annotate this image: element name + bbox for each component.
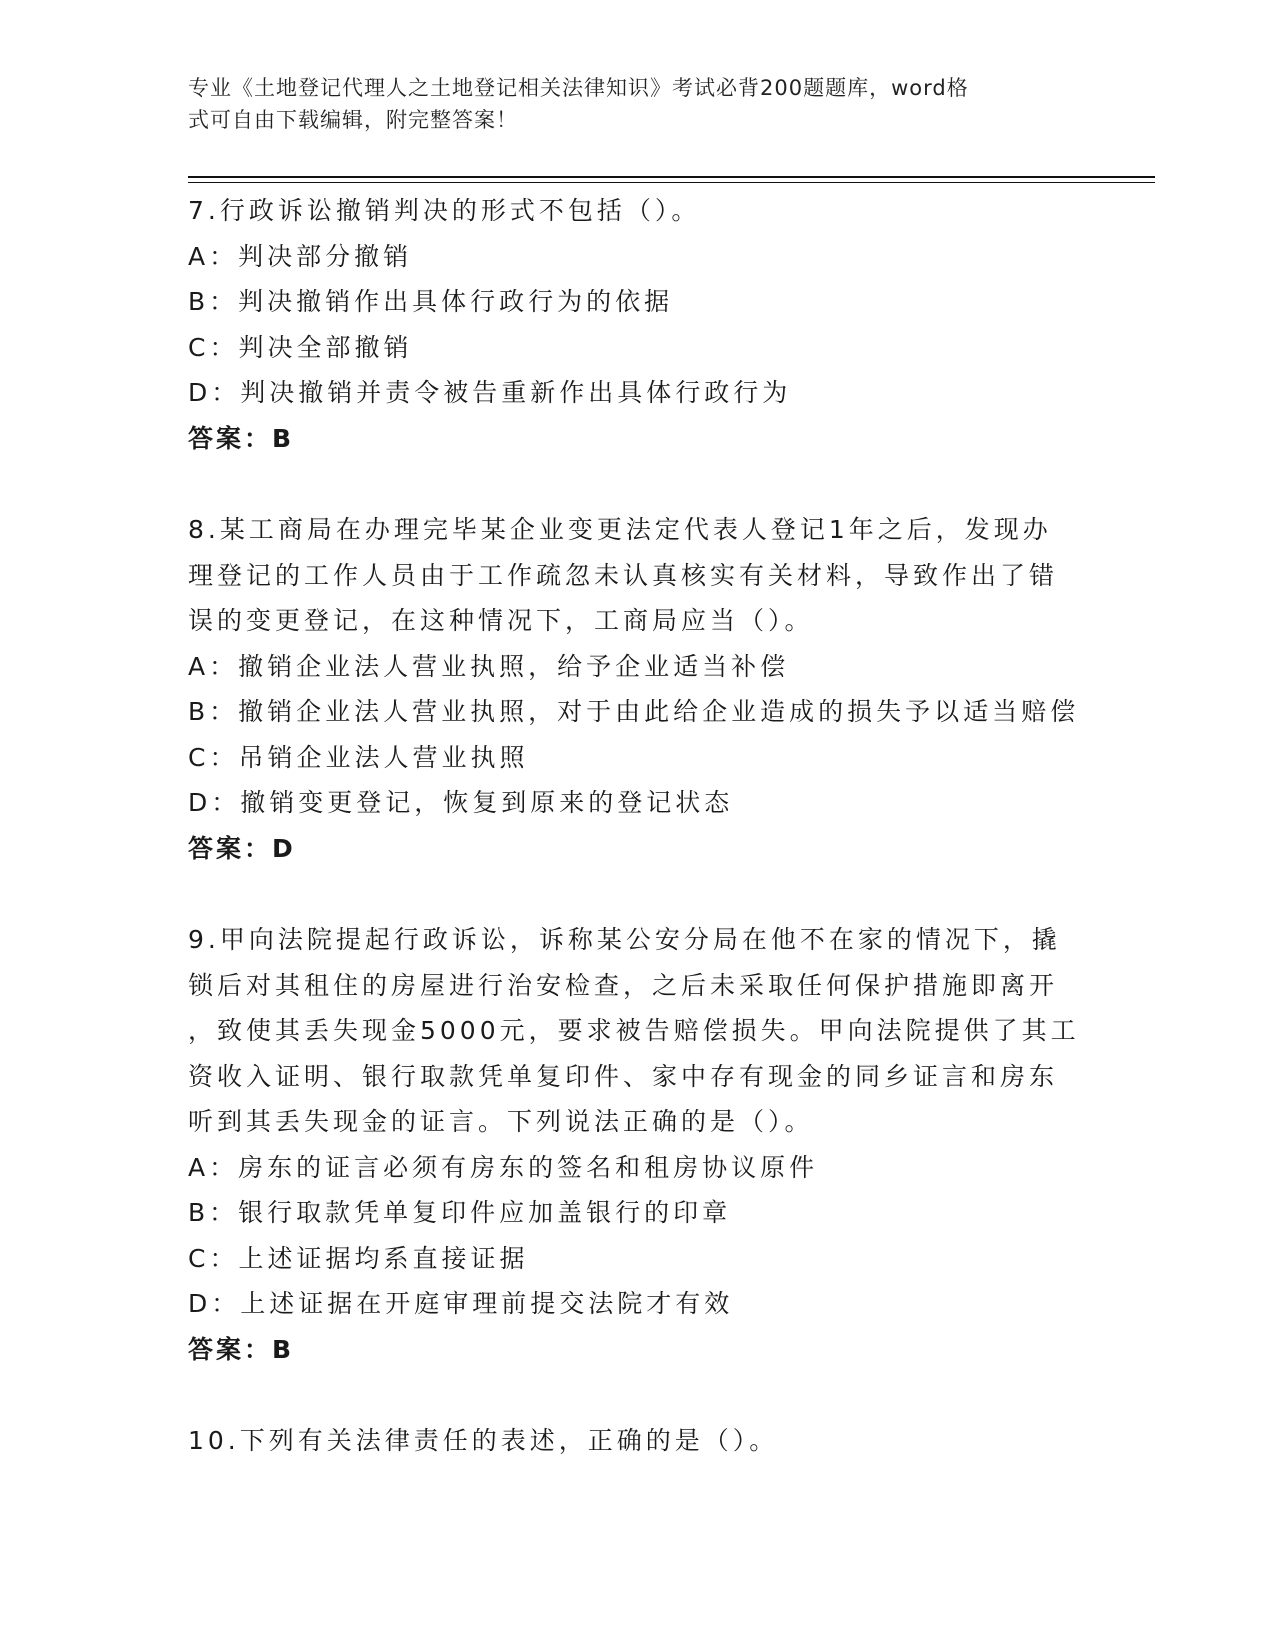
question-9: [188, 917, 1088, 1372]
header-rule-thin: [188, 182, 1155, 183]
question-7: [188, 188, 1088, 461]
answer-label: 答案：B: [188, 1334, 295, 1364]
question-stem-line: 9.甲向法院提起行政诉讼，诉称某公安分局在他不在家的情况下，撬: [188, 925, 1061, 954]
header-rule-thick: [188, 176, 1155, 178]
option-d: D：判决撤销并责令被告重新作出具体行政行为: [188, 378, 792, 407]
question-stem: [188, 188, 1088, 234]
question-stem: [188, 1418, 1088, 1464]
question-stem-line: 锁后对其租住的房屋进行治安检查，之后未采取任何保护措施即离开: [188, 970, 1059, 1000]
question-10: [188, 1418, 1088, 1464]
option-a: A：撤销企业法人营业执照，给予企业适当补偿: [188, 651, 790, 681]
question-stem-line: 理登记的工作人员由于工作疏忽未认真核实有关材料，导致作出了错: [188, 560, 1059, 590]
option-a: A：房东的证言必须有房东的签名和租房协议原件: [188, 1152, 819, 1182]
option-b: B：判决撤销作出具体行政行为的依据: [188, 287, 674, 316]
question-8: [188, 507, 1088, 871]
question-list: [188, 188, 1088, 1464]
question-stem-line: 误的变更登记，在这种情况下，工商局应当（）。: [188, 606, 814, 635]
question-stem-line: 10.下列有关法律责任的表述，正确的是（）。: [188, 1426, 779, 1455]
question-stem-line: 8.某工商局在办理完毕某企业变更法定代表人登记1年之后，发现办: [188, 515, 1052, 544]
question-spacer: [188, 871, 1088, 917]
option-d: D：撤销变更登记，恢复到原来的登记状态: [188, 788, 734, 817]
header-line-1: 专业《土地登记代理人之土地登记相关法律知识》考试必背200题题库，word格: [188, 76, 969, 100]
option-c: C：上述证据均系直接证据: [188, 1243, 529, 1273]
question-spacer: [188, 461, 1088, 507]
answer-label: 答案：D: [188, 833, 296, 863]
option-b: B：撤销企业法人营业执照，对于由此给企业造成的损失予以适当赔偿: [188, 697, 1080, 726]
question-stem-line: 7.行政诉讼撤销判决的形式不包括（）。: [188, 196, 701, 225]
question-spacer: [188, 1372, 1088, 1418]
option-a: A：判决部分撤销: [188, 241, 413, 271]
document-header: [188, 72, 1068, 136]
option-c: C：吊销企业法人营业执照: [188, 742, 529, 772]
question-stem-line: 资收入证明、银行取款凭单复印件、家中存有现金的同乡证言和房东: [188, 1061, 1059, 1091]
question-stem: [188, 507, 1088, 644]
question-stem-line: 听到其丢失现金的证言。下列说法正确的是（）。: [188, 1107, 814, 1136]
header-line-2: 式可自由下载编辑，附完整答案！: [188, 108, 518, 132]
question-stem-line: ，致使其丢失现金5000元，要求被告赔偿损失。甲向法院提供了其工: [188, 1016, 1080, 1045]
answer-label: 答案：B: [188, 423, 295, 453]
option-b: B：银行取款凭单复印件应加盖银行的印章: [188, 1198, 732, 1227]
option-d: D：上述证据在开庭审理前提交法院才有效: [188, 1289, 734, 1318]
question-stem: [188, 917, 1088, 1145]
option-c: C：判决全部撤销: [188, 332, 413, 362]
